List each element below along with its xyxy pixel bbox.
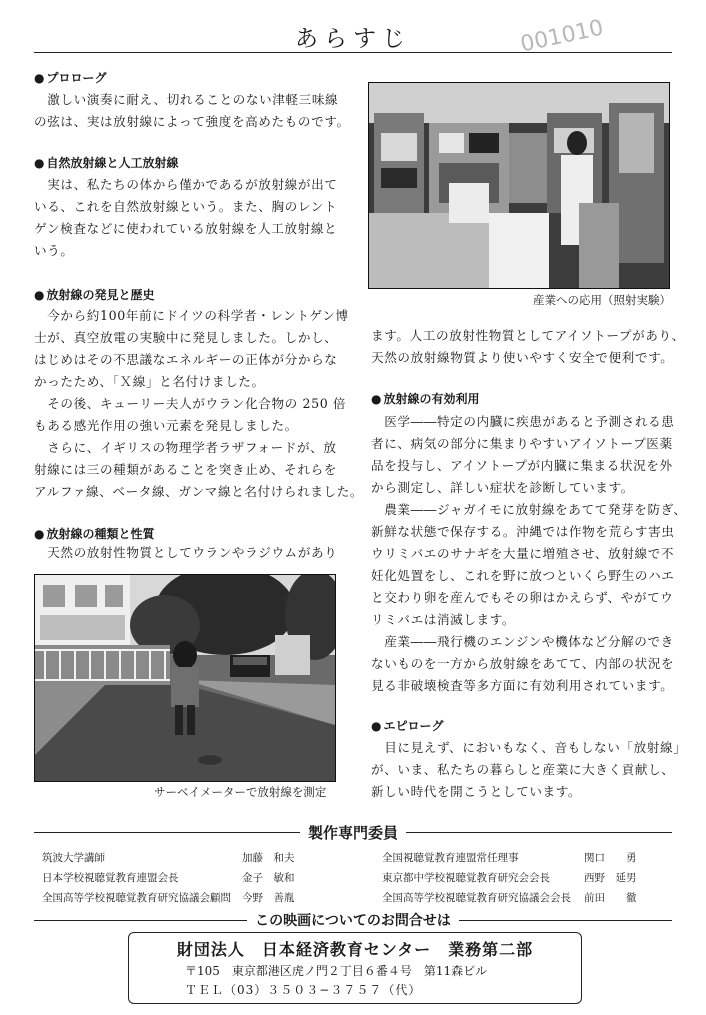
contact-box: [128, 932, 582, 1004]
types-heading: ● 放射線の種類と性質: [34, 527, 155, 541]
text-line: の弦は、実は放射線によって強度を高めたものです。: [34, 114, 350, 129]
street-photo: [34, 574, 336, 782]
bullet-icon: ●: [34, 71, 45, 85]
text-line: 目に見えず、においもなく、音もしない「放射線」: [371, 740, 687, 755]
member-role: 筑波大学講師: [42, 852, 105, 864]
text-line: もある感光作用の強い元素を発見しました。: [34, 418, 298, 433]
prologue-body: [34, 89, 350, 133]
bullet-icon: ●: [34, 288, 45, 302]
text-line: 激しい演奏に耐え、切れることのない津軽三味線: [34, 92, 339, 107]
effective-use-body: [371, 411, 687, 697]
contact-organization: 財団法人 日本経済教育センター 業務第二部: [176, 940, 534, 959]
committee-member: [382, 868, 672, 888]
bullet-icon: ●: [371, 392, 382, 406]
natural-radiation-body: [34, 174, 337, 262]
prologue-heading: ● プロローグ: [34, 71, 107, 85]
bullet-icon: ●: [34, 527, 45, 541]
history-heading: ● 放射線の発見と歴史: [34, 288, 155, 302]
text-line: ウリミバエのサナギを大量に増殖させ、放射線で不: [371, 546, 675, 561]
archive-stamp: 001010: [518, 15, 606, 58]
text-line: 医学――特定の内臓に疾患があると予測される患: [371, 414, 675, 429]
text-line: 見る非破壊検査等多方面に有効利用されています。: [371, 678, 674, 693]
text-line: アルファ線、ベータ線、ガンマ線と名付けられました。: [34, 484, 364, 499]
industrial-photo: [368, 82, 670, 289]
contact-address: 〒105 東京都港区虎ノ門２丁目６番４号 第11森ビル: [185, 964, 488, 978]
committee-member: [42, 888, 317, 908]
text-line: ないものを一方から放射線をあてて、内部の状況を: [371, 656, 675, 671]
member-role: 全国視聴覚教育連盟常任理事: [382, 852, 519, 864]
text-line: から測定し、詳しい症状を診断しています。: [371, 480, 634, 495]
title-underline: [34, 52, 672, 53]
contact-header: この映画についてのお問合せは: [247, 913, 459, 929]
text-line: ゲン検査などに使われている放射線を人工放射線と: [34, 221, 338, 236]
bullet-icon: ●: [34, 156, 45, 170]
page-title: あらすじ: [295, 26, 411, 52]
text-line: ます。人工の放射性物質としてアイソトープがあり、: [371, 328, 685, 343]
text-line: 者に、病気の部分に集まりやすいアイソトープ医薬: [371, 436, 673, 451]
committee-left-list: [42, 848, 317, 908]
history-body: [34, 305, 363, 503]
committee-title-wrap: [0, 822, 706, 843]
text-line: リミバエは消滅します。: [371, 612, 516, 627]
epilogue-body: [371, 737, 686, 803]
text-line: 新しい時代を開こうとしています。: [371, 784, 582, 799]
member-role: 日本学校視聴覚教育連盟会長: [42, 872, 179, 884]
committee-right-list: [382, 848, 672, 908]
committee-title: 製作専門委員: [300, 824, 406, 842]
committee-member: [42, 868, 317, 888]
text-line: 士が、真空放電の実験中に発見しました。しかし、: [34, 330, 338, 345]
types-body: [34, 542, 337, 564]
text-line: 射線には三の種類があることを突き止め、それらを: [34, 462, 337, 477]
member-name: 前田 徹: [584, 892, 637, 904]
text-line: いる、これを自然放射線という。また、胸のレント: [34, 199, 338, 214]
member-name: 西野 延男: [584, 872, 637, 884]
bullet-icon: ●: [371, 719, 382, 733]
committee-member: [42, 848, 317, 868]
text-line: と交わり卵を産んでもその卵はかえらず、やがてウ: [371, 590, 674, 605]
street-scene-image: [35, 575, 335, 781]
member-name: 金子 敏和: [242, 872, 295, 884]
street-photo-caption: サーベイメーターで放射線を測定: [154, 785, 327, 799]
text-line: 今から約100年前にドイツの科学者・レントゲン博: [34, 308, 349, 323]
text-line: 天然の放射性物質としてウランやラジウムがあり: [34, 545, 338, 560]
contact-phone: ＴＥＬ（03）３５０３−３７５７（代）: [185, 983, 422, 997]
member-role: 全国高等学校視聴覚教育研究協議会会長: [382, 892, 571, 904]
committee-member: [382, 888, 672, 908]
text-line: 農業――ジャガイモに放射線をあてて発芽を防ぎ、: [371, 502, 687, 517]
text-line: が、いま、私たちの暮らしと産業に大きく貢献し、: [371, 762, 675, 777]
industrial-scene-image: [369, 83, 669, 288]
text-line: 産業――飛行機のエンジンや機体など分解のでき: [371, 634, 674, 649]
text-line: 実は、私たちの体から僅かであるが放射線が出て: [34, 177, 338, 192]
committee-member: [382, 848, 672, 868]
member-name: 加藤 和夫: [242, 852, 295, 864]
natural-radiation-heading: ● 自然放射線と人工放射線: [34, 156, 179, 170]
text-line: その後、キューリー夫人がウラン化合物の 250 倍: [34, 396, 347, 411]
text-line: 天然の放射線物質より使いやすく安全で便利です。: [371, 350, 674, 365]
text-line: かったため、「Ｘ線」と名付けました。: [34, 374, 265, 389]
epilogue-heading: ● エピローグ: [371, 719, 444, 733]
effective-use-heading: ● 放射線の有効利用: [371, 392, 480, 406]
text-line: はじめはその不思議なエネルギーの正体が分からな: [34, 352, 338, 367]
member-name: 今野 善胤: [242, 892, 295, 904]
text-line: さらに、イギリスの物理学者ラザフォードが、放: [34, 440, 337, 455]
text-line: 妊化処置をし、これを野に放つといくら野生のハエ: [371, 568, 675, 583]
contact-header-wrap: [0, 910, 706, 930]
member-role: 全国高等学校視聴覚教育研究協議会顧問: [42, 892, 231, 904]
types-continued-body: [371, 325, 685, 369]
text-line: 品を投与し、アイソトープが内臓に集まる状況を外: [371, 458, 673, 473]
industrial-photo-caption: 産業への応用（照射実験）: [533, 293, 671, 307]
text-line: いう。: [34, 243, 74, 258]
member-role: 東京都中学校視聴覚教育研究会会長: [382, 872, 550, 884]
text-line: 新鮮な状態で保存する。沖縄では作物を荒らす害虫: [371, 524, 675, 539]
member-name: 関口 勇: [584, 852, 637, 864]
